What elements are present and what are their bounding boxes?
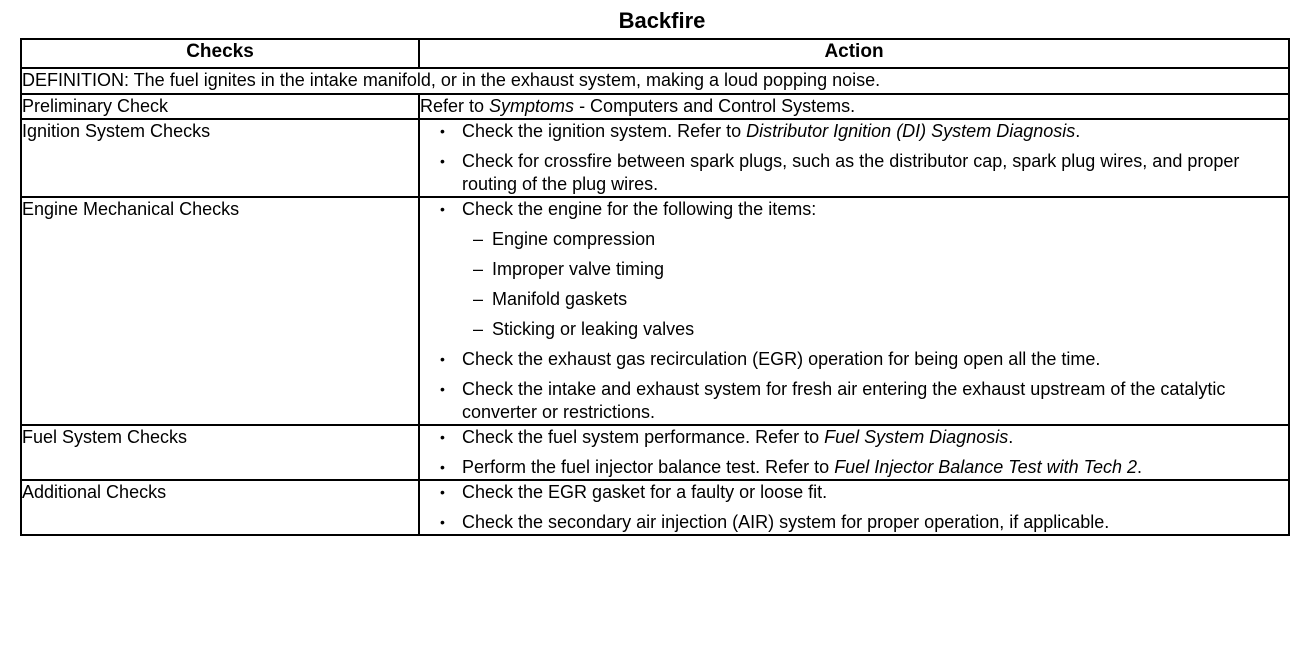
check-label-ignition: Ignition System Checks: [21, 119, 419, 197]
table-row: [21, 94, 1289, 119]
action-fuel: [419, 425, 1289, 480]
bullet-icon: •: [440, 429, 445, 445]
reference-link-text: Symptoms: [489, 96, 575, 116]
action-text: Sticking or leaking valves: [492, 319, 695, 339]
list-item: [420, 120, 1288, 143]
list-item: [420, 426, 1288, 449]
action-text: .: [1137, 457, 1143, 477]
action-text: Check the secondary air injection (AIR) system for proper operation, if applicable.: [462, 512, 1110, 532]
list-item: [420, 481, 1288, 504]
action-text: Manifold gaskets: [492, 289, 628, 309]
bullet-list: [420, 198, 1288, 424]
action-preliminary: [419, 94, 1289, 119]
action-text: Check for crossfire between spark plugs, such as the distributor cap, spark plug wires, and proper routing of the plug wires.: [462, 151, 1240, 194]
dash-icon: –: [473, 319, 484, 339]
bullet-icon: •: [440, 153, 445, 169]
bullet-icon: •: [440, 459, 445, 475]
bullet-list: [420, 120, 1288, 196]
action-engine: [419, 197, 1289, 425]
bullet-icon: •: [440, 484, 445, 500]
sub-list: [462, 228, 1288, 341]
action-text: Engine compression: [492, 229, 656, 249]
list-item: [420, 198, 1288, 341]
bullet-icon: •: [440, 351, 445, 367]
check-label-preliminary: Preliminary Check: [21, 94, 419, 119]
check-label-fuel: Fuel System Checks: [21, 425, 419, 480]
checks-column-header: Checks: [21, 39, 419, 68]
action-text: Check the fuel system performance. Refer to: [462, 427, 825, 447]
bullet-icon: •: [440, 123, 445, 139]
sub-list-item: [462, 258, 1288, 281]
bullet-list: [420, 481, 1288, 534]
reference-link-text: Fuel Injector Balance Test with Tech 2: [834, 457, 1138, 477]
action-text: Check the ignition system. Refer to: [462, 121, 747, 141]
dash-icon: –: [473, 229, 484, 249]
action-text: .: [1008, 427, 1014, 447]
action-text: Check the EGR gasket for a faulty or loose fit.: [462, 482, 828, 502]
definition-text: DEFINITION: The fuel ignites in the intake manifold, or in the exhaust system, making a loud popping noise.: [21, 68, 1289, 94]
table-row: [21, 119, 1289, 197]
sub-list-item: [462, 318, 1288, 341]
list-item: [420, 456, 1288, 479]
check-label-engine: Engine Mechanical Checks: [21, 197, 419, 425]
bullet-list: [420, 426, 1288, 479]
bullet-icon: •: [440, 201, 445, 217]
action-ignition: [419, 119, 1289, 197]
action-text: Check the intake and exhaust system for fresh air entering the exhaust upstream of the catalytic converter or restrictions.: [462, 379, 1226, 422]
header-row: [21, 39, 1289, 68]
list-item: [420, 378, 1288, 424]
bullet-icon: •: [440, 381, 445, 397]
sub-list-item: [462, 228, 1288, 251]
document-title: Backfire: [618, 8, 706, 33]
action-text: Refer to: [420, 96, 490, 116]
check-label-additional: Additional Checks: [21, 480, 419, 535]
action-text: Check the exhaust gas recirculation (EGR) operation for being open all the time.: [462, 349, 1101, 369]
action-column-header: Action: [419, 39, 1289, 68]
dash-icon: –: [473, 259, 484, 279]
reference-link-text: Fuel System Diagnosis: [824, 427, 1009, 447]
diagnostic-table: [20, 38, 1290, 536]
table-row: [21, 197, 1289, 425]
list-item: [420, 511, 1288, 534]
table-row: [21, 425, 1289, 480]
dash-icon: –: [473, 289, 484, 309]
action-additional: [419, 480, 1289, 535]
action-text: - Computers and Control Systems.: [574, 96, 856, 116]
action-text: .: [1075, 121, 1081, 141]
definition-row: [21, 68, 1289, 94]
bullet-icon: •: [440, 514, 445, 530]
list-item: [420, 348, 1288, 371]
table-row: [21, 480, 1289, 535]
sub-list-item: [462, 288, 1288, 311]
reference-link-text: Distributor Ignition (DI) System Diagnosis: [746, 121, 1076, 141]
action-text: Improper valve timing: [492, 259, 665, 279]
action-text: Perform the fuel injector balance test. Refer to: [462, 457, 835, 477]
action-text: Check the engine for the following the items:: [462, 199, 817, 219]
list-item: [420, 150, 1288, 196]
